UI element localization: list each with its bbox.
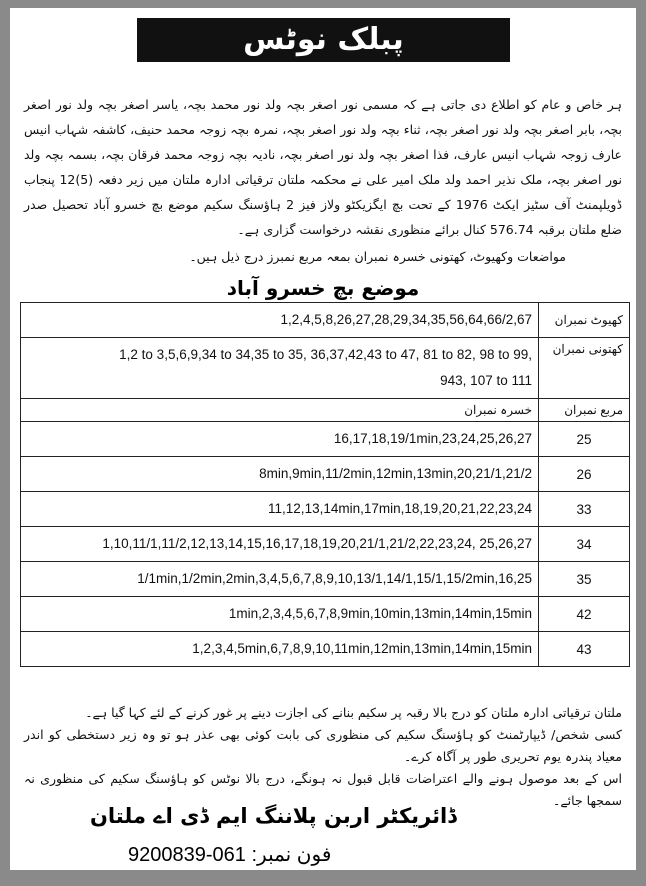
- closing-line: اس کے بعد موصول ہونے والے اعتراضات قابل قبول نہ ہونگے، درج بالا نوٹس کو ہاؤسنگ سکیم کی منظوری نہ سمجھا جائے۔: [24, 771, 622, 808]
- murabba-cell: 26: [539, 457, 630, 492]
- mouza-heading: موضع بچ خسرو آباد: [226, 276, 420, 300]
- phone-number: 061-9200839: [128, 844, 246, 866]
- murabba-cell: 33: [539, 492, 630, 527]
- murabba-cell: 25: [539, 422, 630, 457]
- murabba-cell: 42: [539, 597, 630, 632]
- murabba-cell: 43: [539, 632, 630, 667]
- phone-label: فون نمبر:: [251, 844, 332, 866]
- table-row: [21, 562, 630, 597]
- khewat-label: کھیوٹ نمبران: [539, 303, 630, 338]
- khasra-header: خسرہ نمبران: [21, 399, 539, 422]
- closing-line: کسی شخص/ ڈیپارٹمنٹ کو ہاؤسنگ سکیم کی منظوری کی بابت کوئی بھی عذر ہو تو وہ زیر دستخطی کو اندر معیاد پندرہ یوم تحریری طور پر آگاہ کرے۔: [24, 727, 622, 764]
- table-row: [21, 632, 630, 667]
- khatoni-row: [21, 338, 630, 399]
- khasra-cell: 16,17,18,19/1min,23,24,25,26,27: [21, 422, 539, 457]
- khatoni-label: کھتونی نمبران: [539, 338, 630, 399]
- khasra-cell: 11,12,13,14min,17min,18,19,20,21,22,23,24: [21, 492, 539, 527]
- details-line: مواضعات وکھیوٹ، کھتونی خسرہ نمبران بمعہ مربع نمبرز درج ذیل ہیں۔: [189, 249, 566, 264]
- khasra-cell: 1/1min,1/2min,2min,3,4,5,6,7,8,9,10,13/1,14/1,15/1,15/2min,16,25: [21, 562, 539, 597]
- murabba-header: مربع نمبران: [539, 399, 630, 422]
- khewat-row: [21, 303, 630, 338]
- khewat-value: 1,2,4,5,8,26,27,28,29,34,35,56,64,66/2,67: [21, 303, 539, 338]
- header-row: [21, 399, 630, 422]
- land-records-table: [20, 302, 630, 667]
- table-row: [21, 597, 630, 632]
- khasra-cell: 1,2,3,4,5min,6,7,8,9,10,11min,12min,13min,14min,15min: [21, 632, 539, 667]
- khasra-cell: 8min,9min,11/2min,12min,13min,20,21/1,21/2: [21, 457, 539, 492]
- table-row: [21, 422, 630, 457]
- table-row: [21, 527, 630, 562]
- notice-intro: ہر خاص و عام کو اطلاع دی جاتی ہے کہ مسمی نور اصغر بچہ ولد نور محمد بچہ، یاسر اصغر بچہ ولد نور اصغر بچہ، بابر اصغر بچہ ولد نور اصغر بچہ، ثناء بچہ ولد نور اصغر بچہ، نمرہ بچہ زوجہ محمد حنیف، کاشفہ شہاب انیس عارف زوجہ شہاب انیس عارف، فذا اصغر بچہ ولد نور اصغر بچہ، نادیہ بچہ زوجہ محمد فرقان بچہ، بسمہ بچہ ولد نور اصغر بچہ، ملک نذیر احمد ولد ملک امیر علی نے محکمہ ملتان ترقیاتی ادارہ ملتان میں زیر دفعہ (5)12 پنجاب ڈویلپمنٹ آف سٹیز ایکٹ 1976 کے تحت بچ ایگزیکٹو ولاز فیز 2 ہاؤسنگ سکیم موضع بچ خسرو آباد تحصیل صدر ضلع ملتان برقبہ 576.74 کنال برائے منظوری نقشہ درخواست گزاری ہے۔: [24, 97, 623, 237]
- murabba-cell: 35: [539, 562, 630, 597]
- closing-line: ملتان ترقیاتی ادارہ ملتان کو درج بالا رقبہ پر سکیم بنانے کی اجازت دینے پر غور کرنے کے لئے کہا گیا ہے۔: [85, 705, 622, 720]
- table-row: [21, 492, 630, 527]
- khatoni-value: 1,2 to 3,5,6,9,34 to 34,35 to 35, 36,37,42,43 to 47, 81 to 82, 98 to 99, 943, 107 to 111: [21, 338, 539, 399]
- table-row: [21, 457, 630, 492]
- khasra-cell: 1,10,11/1,11/2,12,13,14,15,16,17,18,19,20,21/1,21/2,22,23,24, 25,26,27: [21, 527, 539, 562]
- murabba-cell: 34: [539, 527, 630, 562]
- khasra-cell: 1min,2,3,4,5,6,7,8,9min,10min,13min,14min,15min: [21, 597, 539, 632]
- signature: ڈائریکٹر اربن پلاننگ ایم ڈی اے ملتان: [90, 804, 457, 828]
- notice-title: پبلک نوٹس: [137, 18, 510, 62]
- public-notice: [10, 8, 636, 870]
- closing-text: [24, 702, 622, 812]
- phone-line: [128, 842, 331, 867]
